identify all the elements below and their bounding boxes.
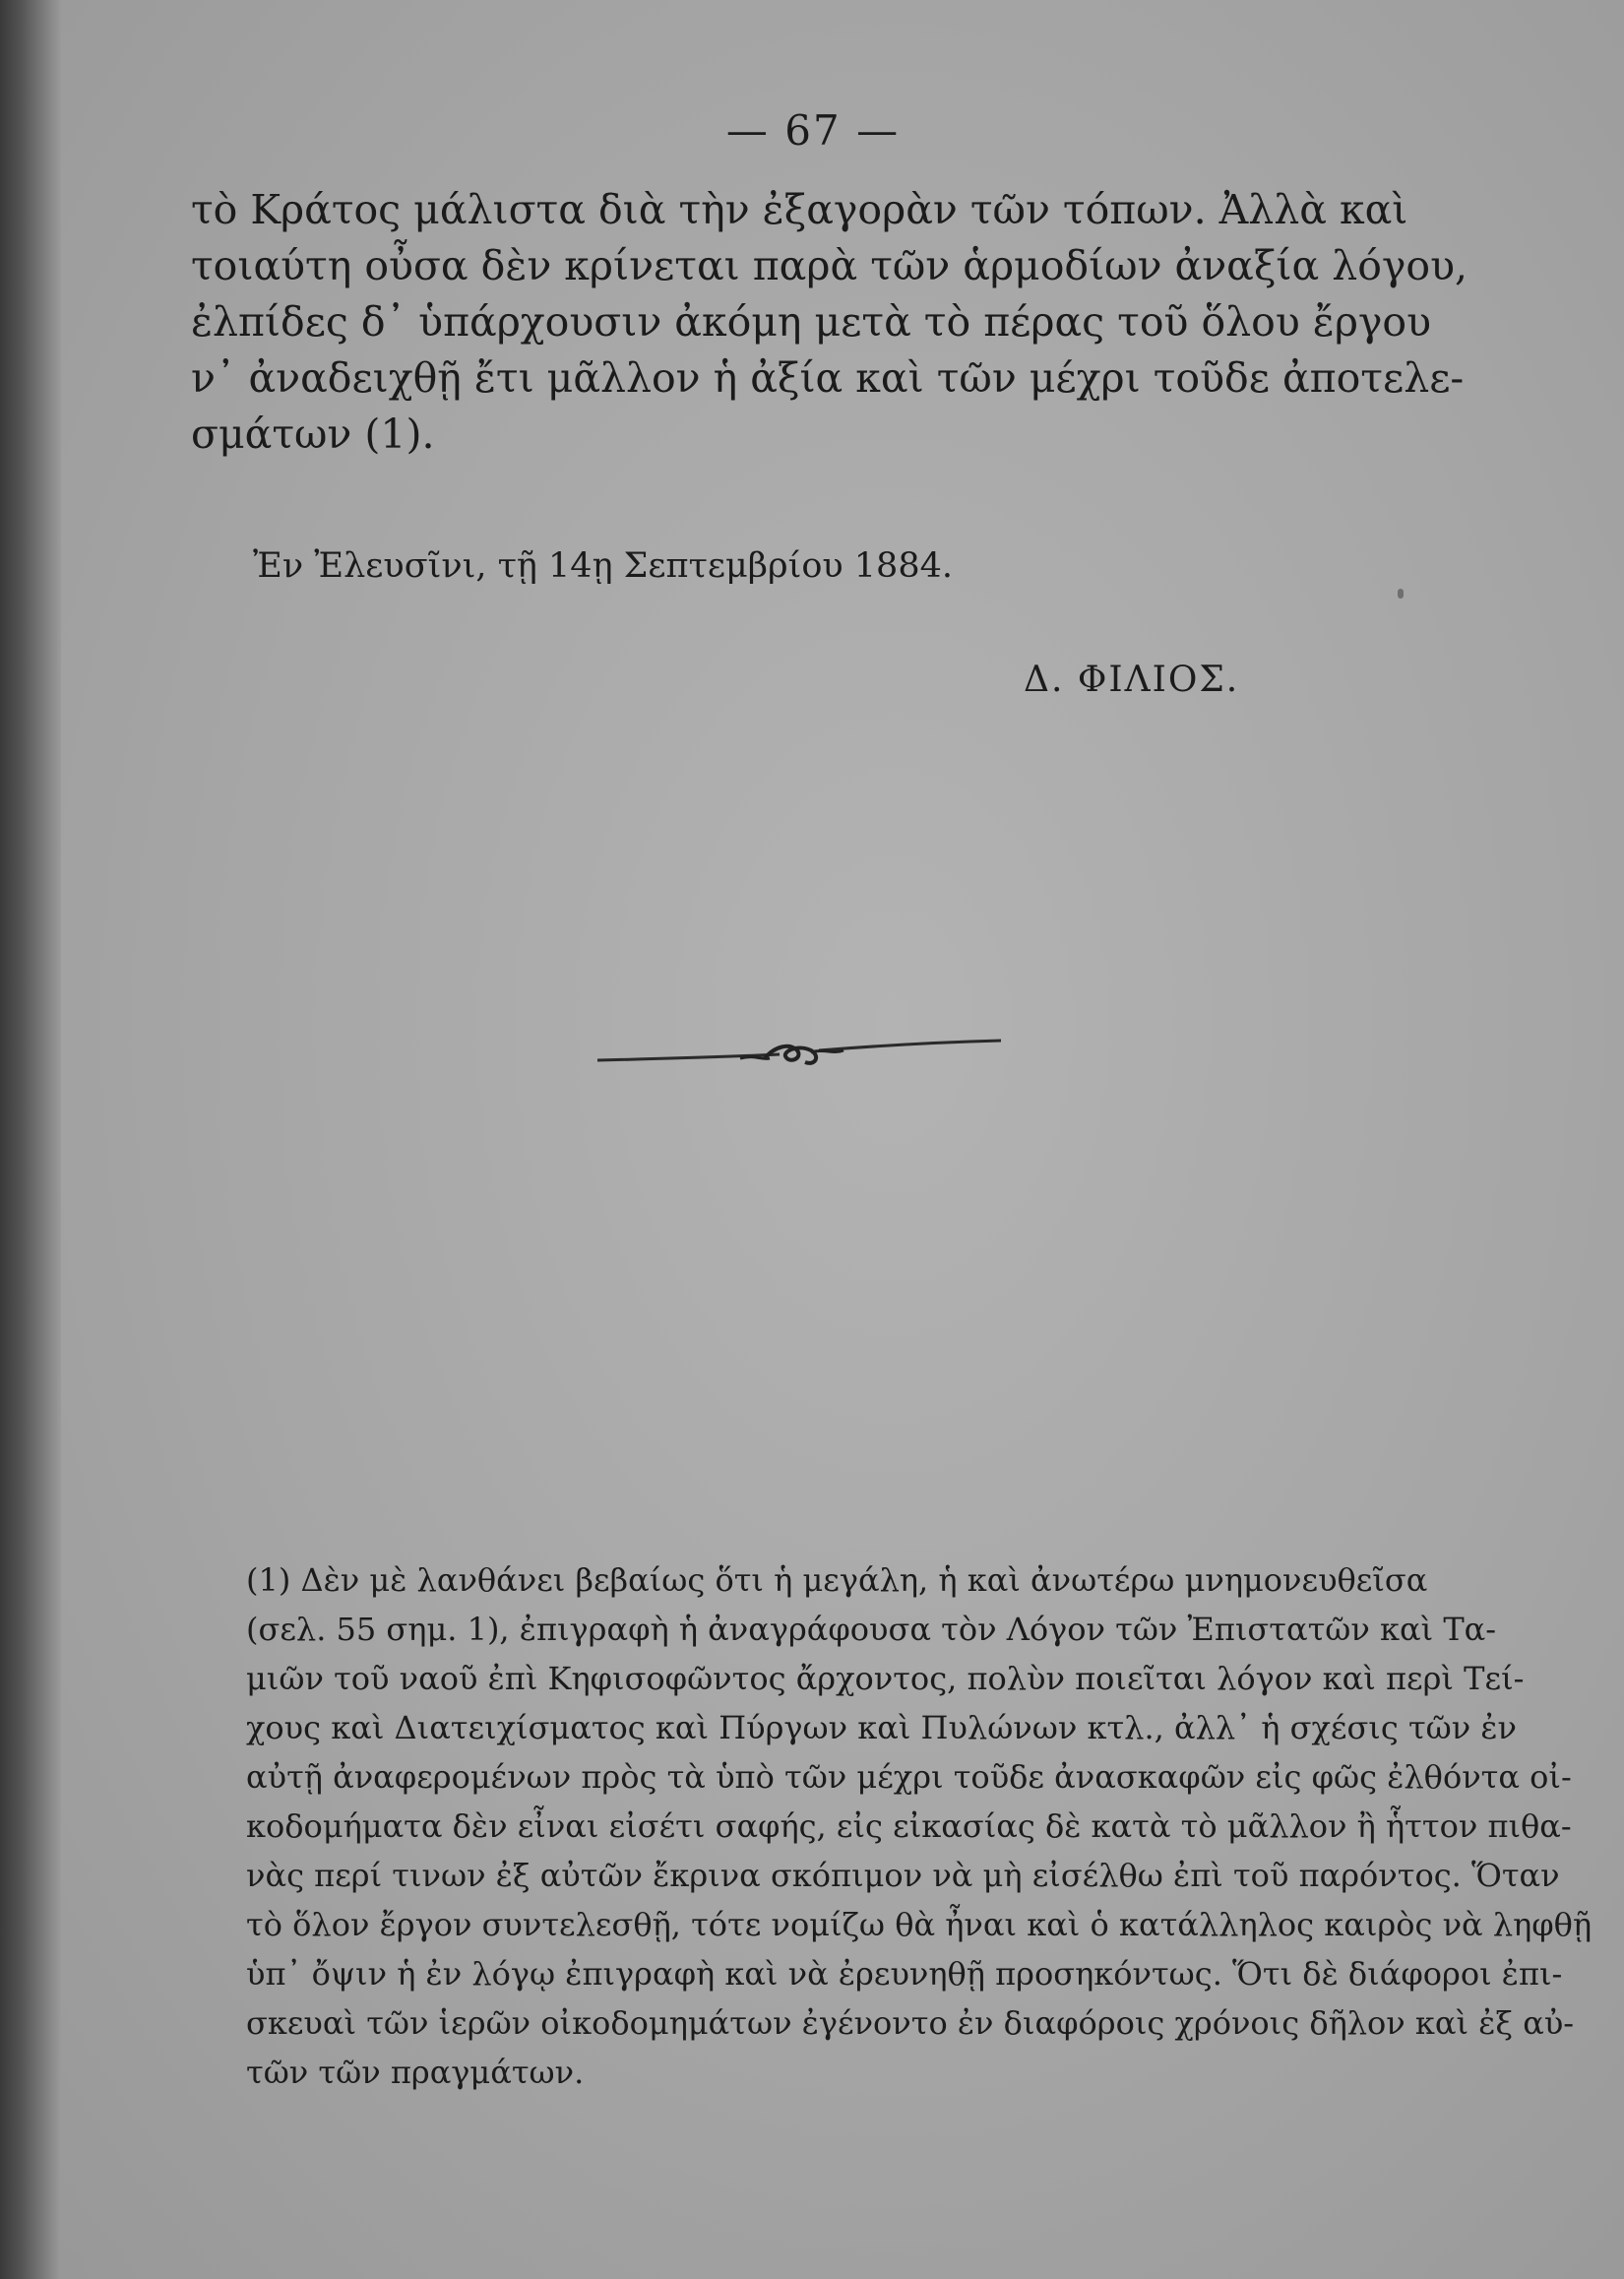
footnote-line: νὰς περί τινων ἐξ αὐτῶν ἔκρινα σκόπιμον νὰ μὴ εἰσέλθω ἐπὶ τοῦ παρόντος. Ὅταν	[246, 1857, 1560, 1894]
main-paragraph	[191, 182, 1468, 463]
footnote-line: τῶν τῶν πραγμάτων.	[246, 2054, 585, 2091]
footnote-line: κοδομήματα δὲν εἶναι εἰσέτι σαφής, εἰς εἰκασίας δὲ κατὰ τὸ μᾶλλον ἢ ἧττον πιθα-	[246, 1807, 1572, 1845]
page-number: — 67 —	[725, 106, 901, 155]
footnote-line: μιῶν τοῦ ναοῦ ἐπὶ Κηφισοφῶντος ἄρχοντος, πολὺν ποιεῖται λόγον καὶ περὶ Τεί-	[246, 1660, 1525, 1697]
main-line: τοιαύτη οὖσα δὲν κρίνεται παρὰ τῶν ἁρμοδίων ἀναξία λόγου,	[191, 242, 1468, 289]
footnote	[246, 1555, 1593, 2097]
main-line: τὸ Κράτος μάλιστα διὰ τὴν ἐξαγορὰν τῶν τόπων. Ἀλλὰ καὶ	[191, 186, 1408, 233]
main-line: σμάτων (1).	[191, 411, 435, 458]
main-line: ἐλπίδες δ᾽ ὑπάρχουσιν ἀκόμη μετὰ τὸ πέρας τοῦ ὅλου ἔργου	[191, 298, 1432, 346]
footnote-line: (1) Δὲν μὲ λανθάνει βεβαίως ὅτι ἡ μεγάλη, ἡ καὶ ἀνωτέρω μνημονευθεῖσα	[246, 1561, 1428, 1599]
footnote-line: αὐτῇ ἀναφερομένων πρὸς τὰ ὑπὸ τῶν μέχρι τοῦδε ἀνασκαφῶν εἰς φῶς ἐλθόντα οἰ-	[246, 1758, 1572, 1796]
footnote-line: χους καὶ Διατειχίσματος καὶ Πύργων καὶ Πυλώνων κτλ., ἀλλ᾽ ἡ σχέσις τῶν ἐν	[246, 1709, 1517, 1746]
ink-speck	[1398, 589, 1404, 599]
footnote-line: τὸ ὅλον ἔργον συντελεσθῇ, τότε νομίζω θὰ ἦναι καὶ ὁ κατάλληλος καιρὸς νὰ ληφθῇ	[246, 1906, 1593, 1943]
dateline: Ἐν Ἐλευσῖνι, τῇ 14ῃ Σεπτεμβρίου 1884.	[253, 546, 953, 586]
book-page	[61, 0, 1624, 2279]
author-signature: Δ. ΦΙΛΙΟΣ.	[1024, 660, 1240, 700]
main-line: ν᾽ ἀναδειχθῇ ἔτι μᾶλλον ἡ ἀξία καὶ τῶν μέχρι τοῦδε ἀποτελε-	[191, 354, 1465, 402]
footnote-line: σκευαὶ τῶν ἱερῶν οἰκοδομημάτων ἐγένοντο ἐν διαφόροις χρόνοις δῆλον καὶ ἐξ αὐ-	[246, 2004, 1575, 2042]
ornament-divider	[593, 1029, 1006, 1078]
footnote-line: ὑπ᾽ ὄψιν ἡ ἐν λόγῳ ἐπιγραφὴ καὶ νὰ ἐρευνηθῇ προσηκόντως. Ὅτι δὲ διάφοροι ἐπι-	[246, 1955, 1563, 1993]
book-spine-shadow	[0, 0, 61, 2279]
footnote-line: (σελ. 55 σημ. 1), ἐπιγραφὴ ἡ ἀναγράφουσα τὸν Λόγον τῶν Ἐπιστατῶν καὶ Τα-	[246, 1611, 1497, 1648]
